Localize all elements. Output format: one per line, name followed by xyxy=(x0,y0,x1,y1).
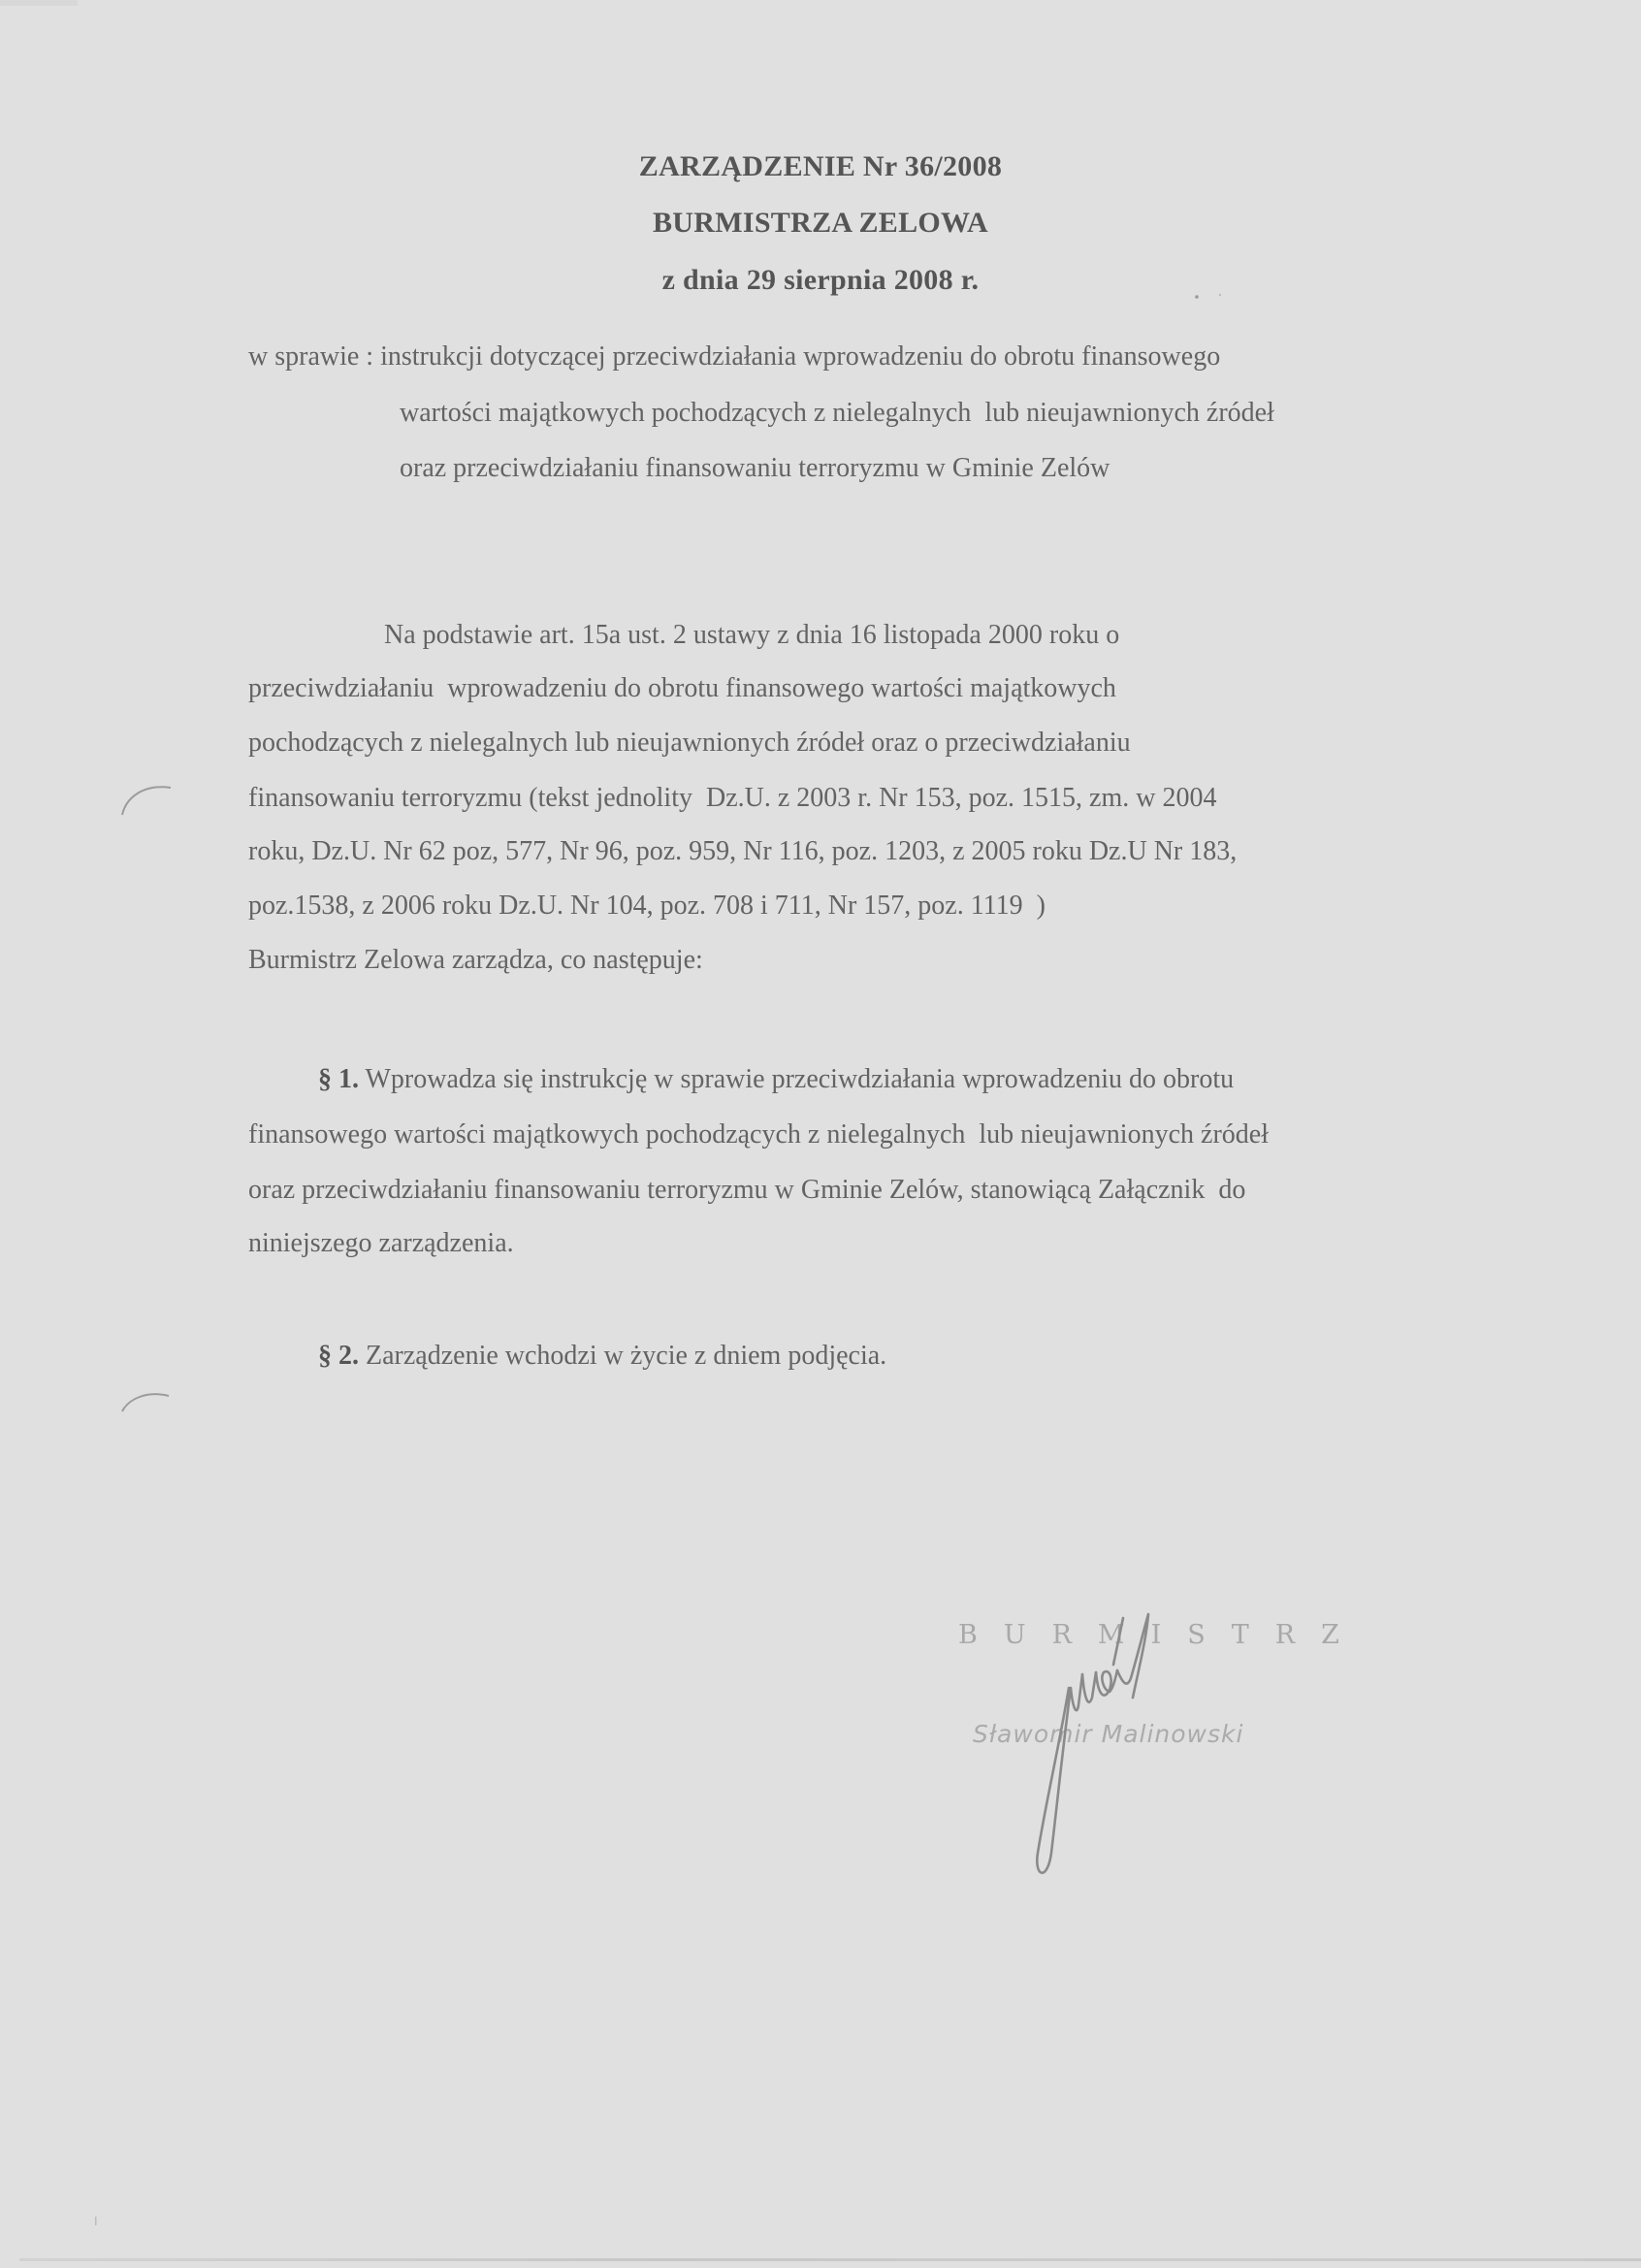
subject-line: oraz przeciwdziałaniu finansowaniu terroryzmu w Gminie Zelów xyxy=(400,453,1110,483)
legal-basis-line: Burmistrz Zelowa zarządza, co następuje: xyxy=(248,945,703,975)
scan-speck-mark xyxy=(93,2216,99,2227)
scan-speck-mark xyxy=(1193,291,1232,303)
handwritten-signature-icon xyxy=(1009,1601,1222,1892)
document-issuer: BURMISTRZA ZELOWA xyxy=(652,207,988,239)
legal-basis-line: poz.1538, z 2006 roku Dz.U. Nr 104, poz. 708 i 711, Nr 157, poz. 1119 ) xyxy=(248,891,1046,921)
scan-edge-mark xyxy=(0,0,78,6)
punch-hole-mark xyxy=(114,776,182,825)
legal-basis-line: przeciwdziałaniu wprowadzeniu do obrotu finansowego wartości majątkowych xyxy=(248,673,1116,703)
legal-basis-line: pochodzących z nielegalnych lub nieujawnionych źródeł oraz o przeciwdziałaniu xyxy=(248,728,1131,758)
legal-basis-line: finansowaniu terroryzmu (tekst jednolity Dz.U. z 2003 r. Nr 153, poz. 1515, zm. w 2004 xyxy=(248,783,1217,813)
paragraph-1-line xyxy=(318,1063,1234,1096)
paragraph-2-line xyxy=(318,1340,886,1373)
subject-line: w sprawie : instrukcji dotyczącej przeciwdziałania wprowadzeniu do obrotu finansowego xyxy=(248,341,1221,372)
stamp-title: BURMISTRZ xyxy=(958,1620,1366,1650)
paragraph-1-line: oraz przeciwdziałaniu finansowaniu terroryzmu w Gminie Zelów, stanowiącą Załącznik do xyxy=(248,1175,1246,1205)
scan-bottom-edge xyxy=(19,2258,1641,2261)
subject-line: wartości majątkowych pochodzących z nielegalnych lub nieujawnionych źródeł xyxy=(400,398,1274,428)
document-date: z dnia 29 sierpnia 2008 r. xyxy=(661,264,980,296)
punch-hole-mark xyxy=(114,1382,182,1421)
paragraph-1-marker: § 1. xyxy=(318,1064,359,1094)
legal-basis-line: roku, Dz.U. Nr 62 poz, 577, Nr 96, poz. 959, Nr 116, poz. 1203, z 2005 roku Dz.U Nr 183, xyxy=(248,836,1238,866)
paragraph-1-line: finansowego wartości majątkowych pochodzących z nielegalnych lub nieujawnionych źródeł xyxy=(248,1119,1269,1150)
stamp-name: Sławomir Malinowski xyxy=(973,1720,1244,1748)
paragraph-1-text: Wprowadza się instrukcję w sprawie przeciwdziałania wprowadzeniu do obrotu xyxy=(359,1064,1235,1094)
paragraph-2-text: Zarządzenie wchodzi w życie z dniem podjęcia. xyxy=(359,1341,887,1371)
paragraph-1-line: niniejszego zarządzenia. xyxy=(248,1228,514,1258)
paragraph-2-marker: § 2. xyxy=(318,1341,359,1371)
document-title: ZARZĄDZENIE Nr 36/2008 xyxy=(638,150,1003,182)
legal-basis-line: Na podstawie art. 15a ust. 2 ustawy z dnia 16 listopada 2000 roku o xyxy=(384,620,1120,650)
